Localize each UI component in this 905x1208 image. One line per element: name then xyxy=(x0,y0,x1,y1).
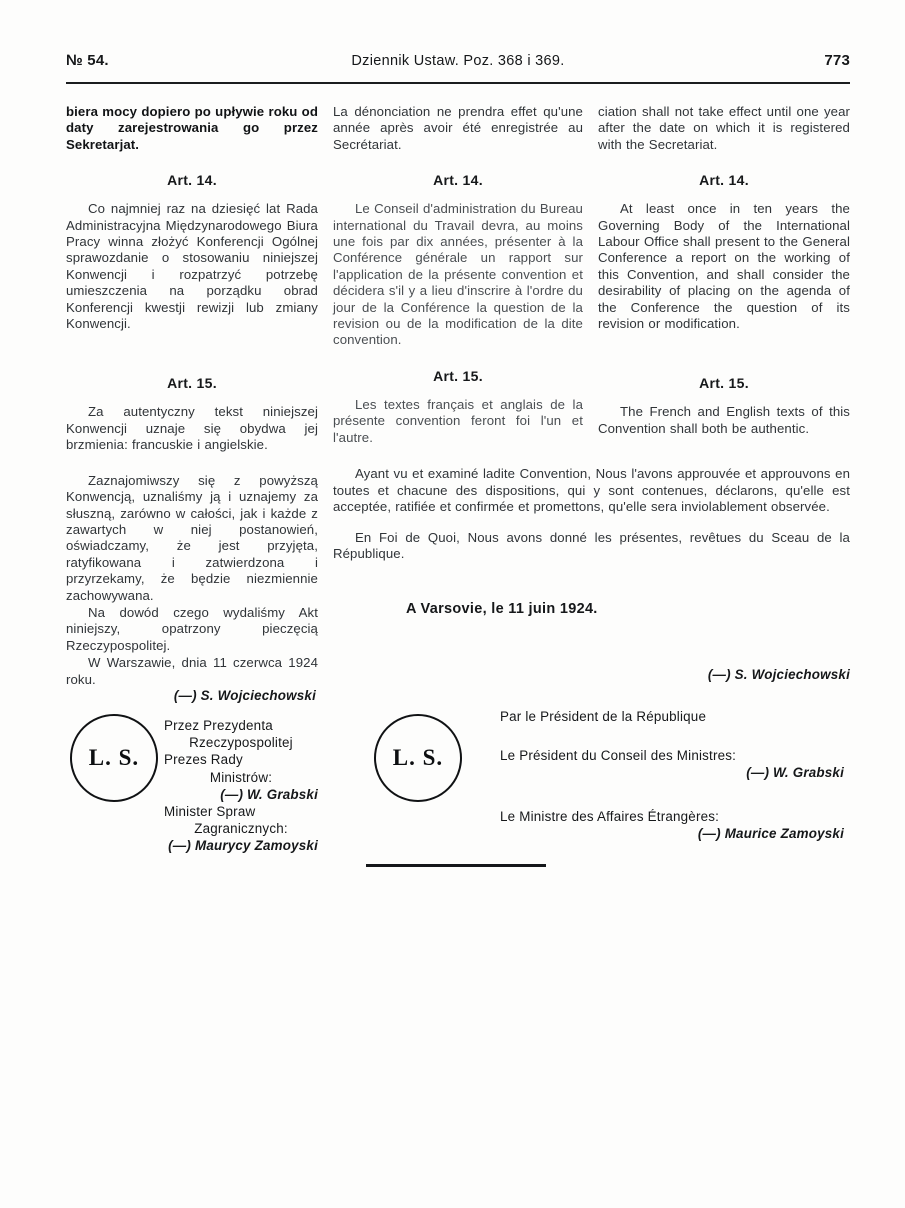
polish-art14-text: Co najmniej raz na dziesięć lat Rada Administracyjna Międzynarodowego Biura Pracy winna złożyć Konferencji Ogólnej sprawozdanie o stosowaniu niniejszej Konwencji i rozpatrzyć potrzebę umieszczenia na porządku obrad Konferencji kwestji rewizji lub zmiany Konwencji. xyxy=(66,201,318,332)
french-art15-text: Les textes français et anglais de la présente convention feront foi l'un et l'autre. xyxy=(333,396,583,445)
spacer xyxy=(66,454,318,473)
french-ratification-paragraph-2: En Foi de Quoi, Nous avons donné les présentes, revêtues du Sceau de la République. xyxy=(333,529,850,562)
french-art15-heading: Art. 15. xyxy=(433,367,483,384)
english-art14-heading: Art. 14. xyxy=(699,172,749,189)
polish-art15-heading: Art. 15. xyxy=(167,375,217,392)
polish-prime-minister-title-2: Ministrów: xyxy=(209,769,273,785)
column-polish xyxy=(66,104,318,688)
seal-french xyxy=(374,714,462,802)
french-place-date: A Varsovie, le 11 juin 1924. xyxy=(406,601,598,617)
french-continued-paragraph: La dénonciation ne prendra effet qu'une année après avoir été enregistrée au Secrétariat. xyxy=(333,104,583,152)
page-header xyxy=(66,52,850,78)
polish-ratification-paragraph-1: Zaznajomiwszy się z powyższą Konwencją, uznaliśmy ją i uznajemy za słuszną, zarówno w całości, jak i każde z zawartych w niej postanowień, oświadczamy, że jest przyjęta, ratyfikowana i zatwierdzona i przyrzekamy, że będzie niezmiennie zachowywana. xyxy=(66,472,318,603)
issue-number: № 54. xyxy=(66,52,109,69)
english-art15-text: The French and English texts of this Convention shall both be authentic. xyxy=(598,404,850,436)
journal-title: Dziennik Ustaw. Poz. 368 i 369. xyxy=(351,53,565,69)
english-art14-text: At least once in ten years the Governing Body of the International Labour Office shall present to the General Conference a report on the working of this Convention, and shall consider the desirability of placing on the agenda of the Conference the question of its revision or modification. xyxy=(598,201,850,332)
footer-divider xyxy=(366,864,546,867)
column-english xyxy=(598,104,850,437)
spacer xyxy=(66,332,318,356)
header-divider xyxy=(66,82,850,84)
french-ratification-block xyxy=(333,466,850,563)
french-foreign-minister-title: Le Ministre des Affaires Étrangères: xyxy=(500,808,720,824)
polish-place-date: W Warszawie, dnia 11 czerwca 1924 roku. xyxy=(66,655,318,687)
polish-art14-heading: Art. 14. xyxy=(167,172,217,189)
polish-president-signature: (—) S. Wojciechowski xyxy=(173,688,316,703)
french-art14-text: Le Conseil d'administration du Bureau international du Travail devra, au moins une fois par dix années, présenter à la Conférence générale un rapport sur l'application de la présente convention et décidera s'il y a lieu d'inscrire à l'ordre du jour de la Conférence la question de la revision ou de la modification de la dite convention. xyxy=(333,201,583,348)
seal-label: L. S. xyxy=(392,745,444,770)
polish-by-president-line-1: Przez Prezydenta xyxy=(164,718,273,733)
french-prime-minister-title: Le Président du Conseil des Ministres: xyxy=(500,747,737,763)
polish-foreign-minister-title-2: Zagranicznych: xyxy=(194,821,288,837)
french-by-president: Par le Président de la République xyxy=(500,709,707,724)
french-president-signature: (—) S. Wojciechowski xyxy=(707,667,850,682)
polish-art15-text: Za autentyczny tekst niniejszej Konwencji uznaje się obydwa jej brzmienia: francuskie i angielskie. xyxy=(66,404,318,453)
column-french xyxy=(333,104,583,446)
polish-foreign-minister-signature: (—) Maurycy Zamoyski xyxy=(168,838,318,854)
polish-prime-minister-signature: (—) W. Grabski xyxy=(220,786,318,802)
polish-foreign-minister-title-1: Minister Spraw xyxy=(164,804,256,820)
french-prime-minister-signature: (—) W. Grabski xyxy=(746,765,844,781)
polish-by-president-line-2: Rzeczypospolitej xyxy=(189,735,293,751)
spacer xyxy=(598,332,850,356)
polish-prime-minister-title-1: Prezes Rady xyxy=(164,752,243,768)
french-art14-heading: Art. 14. xyxy=(433,172,483,189)
french-foreign-minister-signature: (—) Maurice Zamoyski xyxy=(697,826,844,842)
polish-continued-paragraph: biera mocy dopiero po upływie roku od daty zarejestrowania go przez Sekretarjat. xyxy=(66,104,318,152)
seal-polish xyxy=(70,714,158,802)
french-ratification-paragraph-1: Ayant vu et examiné ladite Convention, Nous l'avons approuvée et approuvons en toutes et chacune des dispositions, qui y sont contenues, déclarons, qu'elle est acceptée, ratifiée et confirmée et promettons, qu'elle sera inviolablement observée. xyxy=(333,466,850,515)
english-art15-heading: Art. 15. xyxy=(699,375,749,392)
polish-ratification-paragraph-2: Na dowód czego wydaliśmy Akt niniejszy, opatrzony pieczęcią Rzeczypospolitej. xyxy=(66,604,318,653)
seal-label: L. S. xyxy=(88,745,140,770)
signature-block-french xyxy=(500,708,850,843)
english-continued-paragraph: ciation shall not take effect until one year after the date on which it is registered with the Secretariat. xyxy=(598,104,850,152)
page-number: 773 xyxy=(824,52,850,69)
